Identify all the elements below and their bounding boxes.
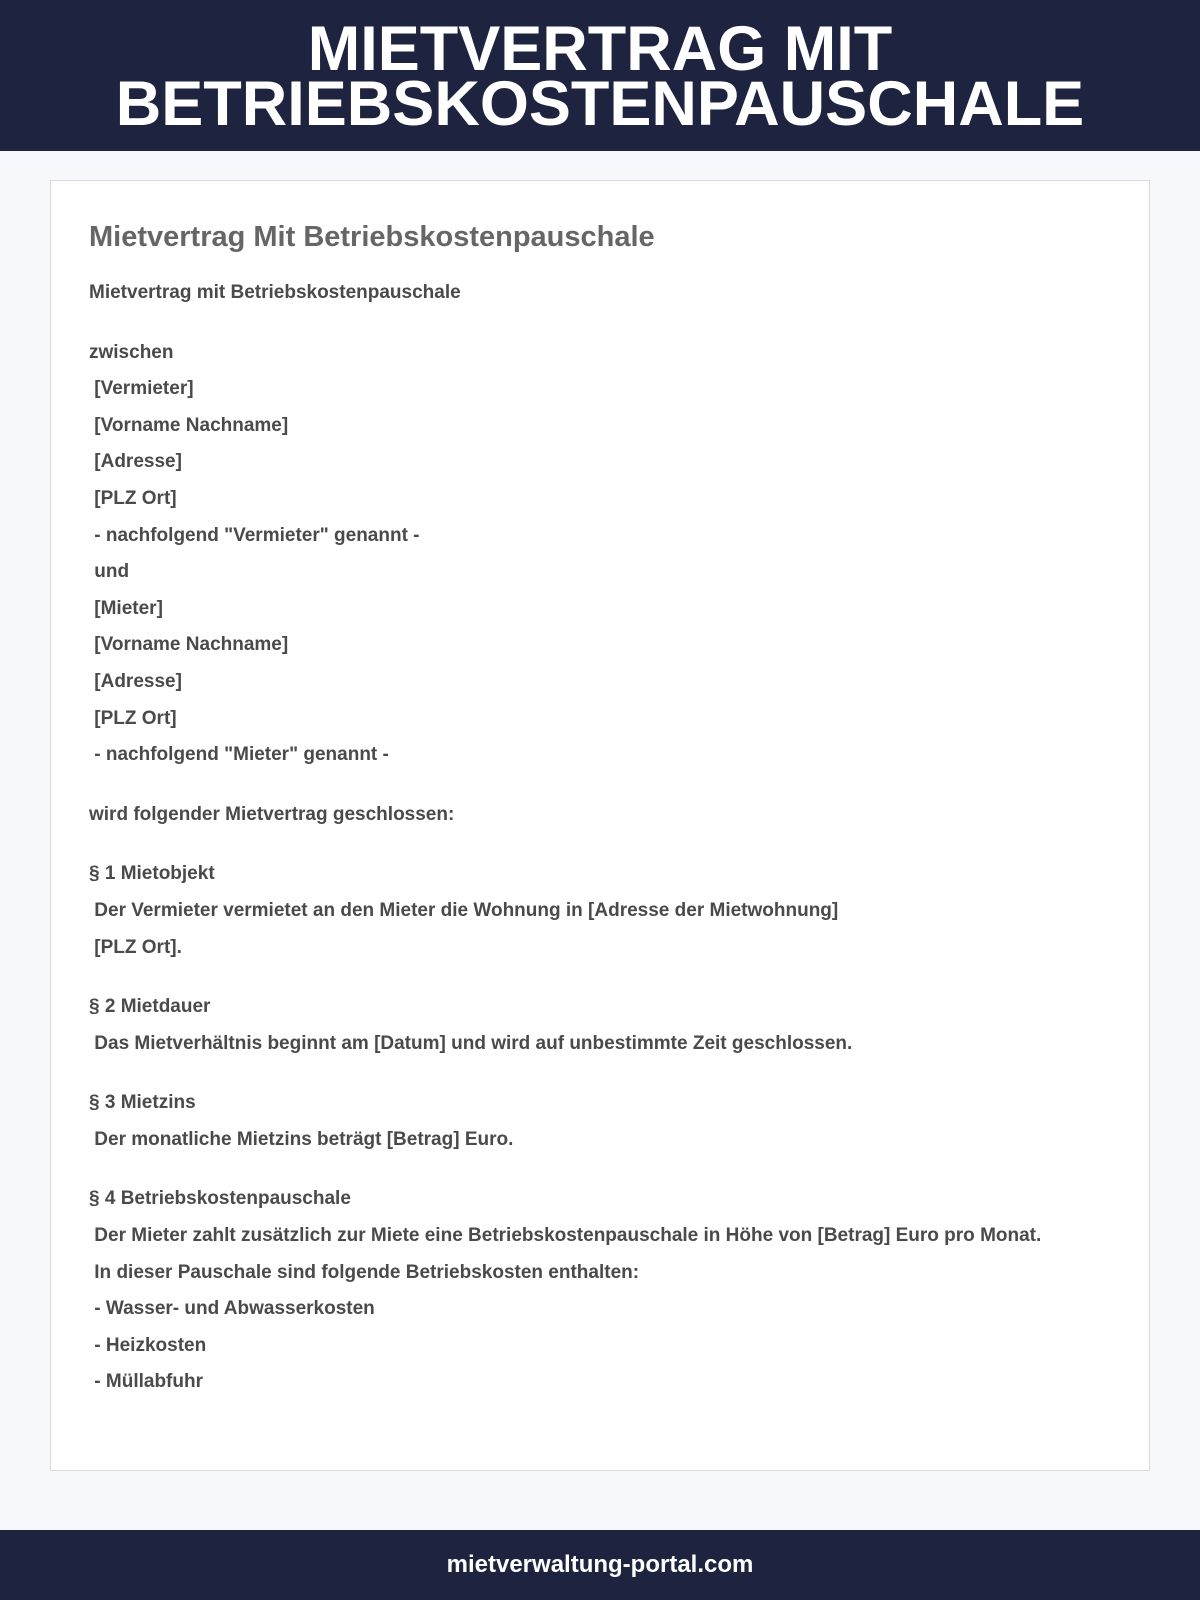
- document-line: [Mieter]: [89, 597, 163, 619]
- page-title-line-1: MIETVERTRAG MIT: [307, 13, 893, 84]
- document-line: - nachfolgend "Vermieter" genannt -: [89, 524, 420, 546]
- document-line: [PLZ Ort]: [89, 707, 177, 729]
- document-line: Der Vermieter vermietet an den Mieter die Wohnung in [Adresse der Mietwohnung]: [89, 899, 839, 921]
- document-body: [89, 275, 1111, 1401]
- document-line: [Vorname Nachname]: [89, 634, 289, 656]
- document-line: [Vermieter]: [89, 378, 194, 400]
- document-line: [Adresse]: [89, 670, 182, 692]
- document-line: [PLZ Ort].: [89, 936, 182, 958]
- document-card: [50, 180, 1150, 1471]
- document-line: In dieser Pauschale sind folgende Betriebskosten enthalten:: [89, 1261, 640, 1283]
- page-title: [115, 13, 1085, 139]
- document-line: wird folgender Mietvertrag geschlossen:: [89, 803, 455, 825]
- page-title-line-2: BETRIEBSKOSTENPAUSCHALE: [115, 68, 1085, 139]
- page-header: [0, 0, 1200, 151]
- document-line: zwischen: [89, 341, 174, 363]
- document-line: - nachfolgend "Mieter" genannt -: [89, 744, 389, 766]
- document-line: § 3 Mietzins: [89, 1092, 196, 1114]
- document-line: Mietvertrag mit Betriebskostenpauschale: [89, 282, 461, 303]
- document-line: § 4 Betriebskostenpauschale: [89, 1188, 351, 1210]
- page-footer: [0, 1530, 1200, 1600]
- document-line: Der monatliche Mietzins beträgt [Betrag] Euro.: [89, 1128, 514, 1150]
- document-line: und: [89, 561, 130, 583]
- document-line: [PLZ Ort]: [89, 487, 177, 509]
- document-line: Der Mieter zahlt zusätzlich zur Miete eine Betriebskostenpauschale in Höhe von [Betrag] Euro pro Monat.: [89, 1225, 1042, 1247]
- document-title: Mietvertrag Mit Betriebskostenpauschale: [89, 221, 655, 253]
- document-line: § 2 Mietdauer: [89, 996, 211, 1018]
- footer-site-link[interactable]: mietverwaltung-portal.com: [446, 1551, 754, 1578]
- document-line: [Adresse]: [89, 451, 182, 473]
- document-line: - Wasser- und Abwasserkosten: [89, 1298, 375, 1320]
- document-line: § 1 Mietobjekt: [89, 863, 215, 885]
- document-line: Das Mietverhältnis beginnt am [Datum] und wird auf unbestimmte Zeit geschlossen.: [89, 1032, 853, 1054]
- document-line: - Heizkosten: [89, 1334, 207, 1356]
- document-line: - Müllabfuhr: [89, 1371, 203, 1393]
- document-line: [Vorname Nachname]: [89, 414, 289, 436]
